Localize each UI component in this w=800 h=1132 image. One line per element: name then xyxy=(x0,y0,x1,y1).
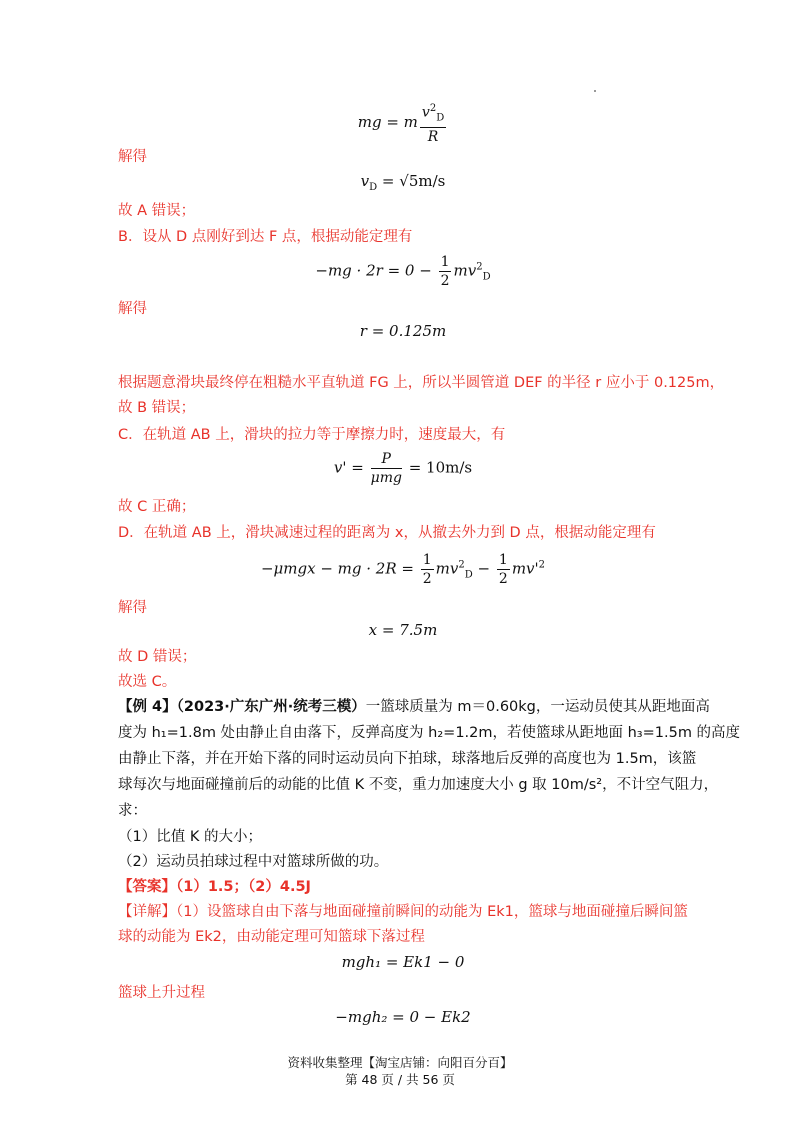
eq6-minus: − xyxy=(472,559,495,578)
equation-x: x = 7.5m xyxy=(368,621,438,639)
text-A-wrong: 故 A 错误； xyxy=(118,203,196,219)
equation-centripetal xyxy=(118,100,688,146)
example-text-1: 一篮球质量为 m＝0.60kg，一运动员使其从距地面高 xyxy=(365,699,710,715)
eq1-den: R xyxy=(427,129,439,146)
eq6-mid: mv xyxy=(435,559,459,578)
eq1-sup: 2 xyxy=(429,103,437,114)
speck xyxy=(594,90,596,92)
text-option-B: B．设从 D 点刚好到达 F 点，根据动能定理有 xyxy=(118,229,413,245)
answer: 【答案】（1）1.5；（2）4.5J xyxy=(118,879,311,895)
example-4-line-3: 由静止下落，并在开始下落的同时运动员向下拍球，球落地后反弹的高度也为 1.5m，该篮 xyxy=(118,751,697,767)
footer-source: 资料收集整理【淘宝店铺：向阳百分百】 xyxy=(287,1055,513,1070)
eq3-den: 2 xyxy=(440,273,450,289)
detail-line-1: 【详解】（1）设篮球自由下落与地面碰撞前瞬间的动能为 Ek1，篮球与地面碰撞后瞬间篮 xyxy=(118,904,688,920)
eq1-num: v xyxy=(421,104,430,121)
example-4-line-4: 球每次与地面碰撞前后的动能的比值 K 不变，重力加速度大小 g 取 10m/s²，不计空气阻力， xyxy=(118,777,719,793)
eq2-rest: = √5m/s xyxy=(377,172,446,190)
eq3-sub: D xyxy=(482,271,491,283)
text-jiede-3: 解得 xyxy=(118,600,147,616)
eq6-num2: 1 xyxy=(498,552,508,568)
text-C-correct: 故 C 正确； xyxy=(118,499,196,515)
eq6-sup: 2 xyxy=(458,559,465,571)
detail-line-2: 球的动能为 Ek2，由动能定理可知篮球下落过程 xyxy=(118,929,425,945)
eq3-sup: 2 xyxy=(476,261,483,273)
eq5-rhs: = 10m/s xyxy=(403,458,473,477)
equation-rise: −mgh₂ = 0 − Ek2 xyxy=(335,1008,471,1026)
eq6-num: 1 xyxy=(422,552,432,568)
text-B-wrong: 故 B 错误； xyxy=(118,400,196,416)
eq3-num: 1 xyxy=(440,254,450,270)
example-tag: 【例 4】 xyxy=(118,699,177,715)
eq2-sub: D xyxy=(369,182,378,193)
example-4-line-5: 求： xyxy=(118,803,147,819)
text-jiede-2: 解得 xyxy=(118,301,147,317)
question-1: （1）比值 K 的大小； xyxy=(118,829,262,845)
example-source: （2023·广东广州·统考三模） xyxy=(176,699,366,715)
equation-r: r = 0.125m xyxy=(359,322,447,340)
eq2-v: v xyxy=(360,172,370,190)
equation-energy-d xyxy=(118,551,688,588)
equation-vmax xyxy=(118,450,688,487)
eq6-rhs: mv' xyxy=(511,559,539,578)
equation-fall: mgh₁ = Ek1 − 0 xyxy=(341,953,465,971)
text-choose-C: 故选 C。 xyxy=(118,674,177,690)
text-B-reason: 根据题意滑块最终停在粗糙水平直轨道 FG 上，所以半圆管道 DEF 的半径 r 应小于 0.125m， xyxy=(118,375,725,391)
eq5-den: μmg xyxy=(370,470,402,486)
equation-vd xyxy=(118,172,688,193)
eq5-lhs: v' = xyxy=(333,458,369,477)
equation-energy-b xyxy=(118,253,688,290)
footer-page-number: 第 48 页 / 共 56 页 xyxy=(345,1072,455,1087)
eq1-lhs: mg = m xyxy=(357,113,418,132)
text-option-C: C．在轨道 AB 上，滑块的拉力等于摩擦力时，速度最大，有 xyxy=(118,427,506,443)
eq6-den: 2 xyxy=(422,571,432,587)
eq6-sup2: 2 xyxy=(538,559,546,571)
eq5-num: P xyxy=(371,450,402,469)
question-2: （2）运动员拍球过程中对篮球所做的功。 xyxy=(118,854,389,870)
text-jiede-1: 解得 xyxy=(118,149,147,165)
eq3-lhs: −mg · 2r = 0 − xyxy=(315,261,437,280)
text-D-wrong: 故 D 错误； xyxy=(118,649,197,665)
example-4-line-2: 度为 h₁=1.8m 处由静止自由落下，反弹高度为 h₂=1.2m，若使篮球从距地面 h₃=1.5m 的高度 xyxy=(118,725,741,741)
text-rise: 篮球上升过程 xyxy=(118,985,205,1001)
text-option-D: D．在轨道 AB 上，滑块减速过程的距离为 x，从撤去外力到 D 点，根据动能定理有 xyxy=(118,525,656,541)
eq6-lhs: −μmgx − mg · 2R = xyxy=(260,559,419,578)
eq1-sub: D xyxy=(436,112,445,124)
example-4-line-1 xyxy=(118,696,710,718)
eq6-den2: 2 xyxy=(498,571,508,587)
eq3-rhs: mv xyxy=(453,261,477,280)
eq6-sub: D xyxy=(464,569,473,581)
